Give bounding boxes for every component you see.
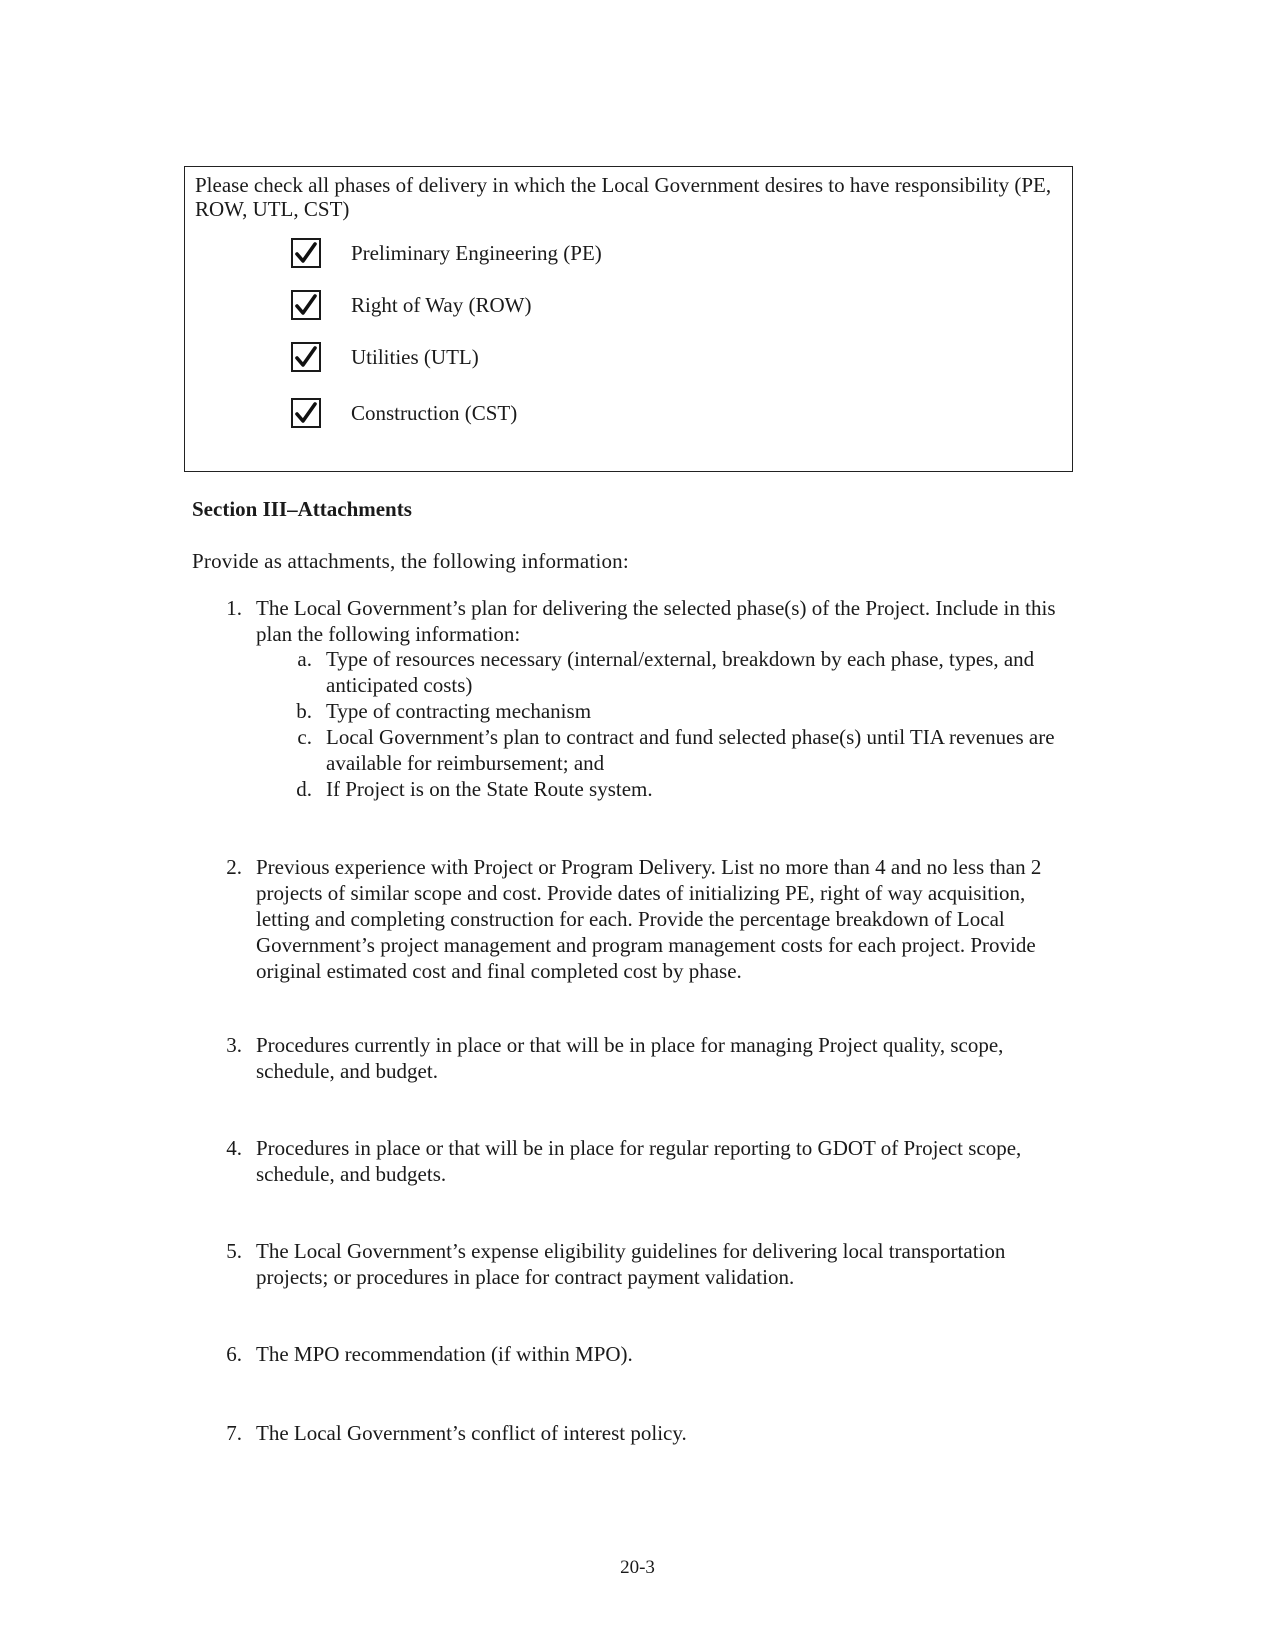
checkmark-icon xyxy=(294,345,318,369)
list-item-2 xyxy=(220,854,1070,984)
sub-item-text: Type of resources necessary (internal/external, breakdown by each phase, types, and anticipated costs) xyxy=(326,647,1035,697)
list-item-1 xyxy=(220,595,1070,647)
sub-item-c xyxy=(292,724,1072,776)
phase-row-utl xyxy=(291,339,479,375)
list-item-3 xyxy=(220,1032,1070,1084)
section-intro: Provide as attachments, the following information: xyxy=(192,549,629,573)
checkbox-utl[interactable] xyxy=(291,342,321,372)
item-text: The MPO recommendation (if within MPO). xyxy=(256,1342,633,1366)
item-text: Procedures in place or that will be in place for regular reporting to GDOT of Project scope, schedule, and budgets. xyxy=(256,1136,1022,1186)
sub-item-letter: c. xyxy=(297,725,312,749)
item-number: 2. xyxy=(226,855,242,879)
checkbox-pe[interactable] xyxy=(291,238,321,268)
phase-selection-box xyxy=(184,166,1073,472)
phase-instructions: Please check all phases of delivery in which the Local Government desires to have responsibility (PE, ROW, UTL, CST) xyxy=(195,173,1052,221)
item-number: 7. xyxy=(226,1421,242,1445)
item-text: The Local Government’s plan for delivering the selected phase(s) of the Project. Include in this plan the following information: xyxy=(256,596,1056,646)
item-number: 3. xyxy=(226,1033,242,1057)
sub-item-text: Type of contracting mechanism xyxy=(326,699,592,723)
list-item-6 xyxy=(220,1341,1070,1367)
phase-label-pe: Preliminary Engineering (PE) xyxy=(351,240,602,265)
item-text: The Local Government’s expense eligibility guidelines for delivering local transportation projects; or procedures in place for contract payment validation. xyxy=(256,1239,1006,1289)
sub-item-letter: a. xyxy=(297,647,312,671)
phase-row-pe xyxy=(291,235,602,271)
item-number: 4. xyxy=(226,1136,242,1160)
sub-item-d xyxy=(292,776,1072,802)
sub-item-letter: b. xyxy=(296,699,312,723)
page-number: 20-3 xyxy=(620,1557,655,1578)
item-number: 6. xyxy=(226,1342,242,1366)
sub-item-text: If Project is on the State Route system. xyxy=(326,777,653,801)
list-item-4 xyxy=(220,1135,1070,1187)
checkmark-icon xyxy=(294,293,318,317)
checkbox-row[interactable] xyxy=(291,290,321,320)
phase-row-cst xyxy=(291,395,517,431)
item-text: Previous experience with Project or Program Delivery. List no more than 4 and no less than 2 projects of similar scope and cost. Provide dates of initializing PE, right of way acquisition, letting and completing construction for each. Provide the percentage breakdown of Local Government’s project management and program management costs for each project. Provide original estimated cost and final completed cost by phase. xyxy=(256,855,1042,983)
list-item-5 xyxy=(220,1238,1070,1290)
sub-item-b xyxy=(292,698,1072,724)
item-number: 1. xyxy=(226,596,242,620)
phase-label-row: Right of Way (ROW) xyxy=(351,292,532,317)
phase-label-utl: Utilities (UTL) xyxy=(351,344,479,369)
sub-item-letter: d. xyxy=(296,777,312,801)
section-title: Section III–Attachments xyxy=(192,497,412,521)
phase-row-row xyxy=(291,287,531,323)
checkbox-cst[interactable] xyxy=(291,398,321,428)
phase-label-cst: Construction (CST) xyxy=(351,400,518,425)
item-number: 5. xyxy=(226,1239,242,1263)
sub-item-a xyxy=(292,646,1072,698)
item-text: The Local Government’s conflict of interest policy. xyxy=(256,1421,687,1445)
checkmark-icon xyxy=(294,241,318,265)
list-item-7 xyxy=(220,1420,1070,1446)
checkmark-icon xyxy=(294,401,318,425)
item-text: Procedures currently in place or that will be in place for managing Project quality, scope, schedule, and budget. xyxy=(256,1033,1004,1083)
sub-item-text: Local Government’s plan to contract and fund selected phase(s) until TIA revenues are available for reimbursement; and xyxy=(326,725,1055,775)
